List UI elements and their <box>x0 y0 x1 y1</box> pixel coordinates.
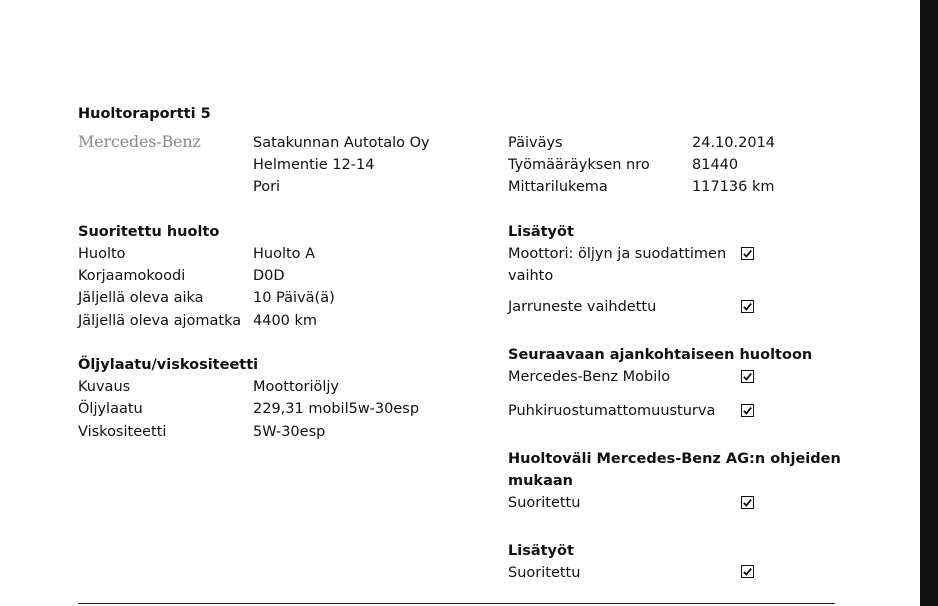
next-service-item-label: Mercedes-Benz Mobilo <box>508 369 671 385</box>
checkbox-checked-icon[interactable] <box>741 300 754 313</box>
service-label: Jäljellä oleva ajomatka <box>78 313 242 329</box>
meta-label-odometer: Mittarilukema <box>508 179 608 195</box>
interval-item-label: Suoritettu <box>508 495 581 511</box>
meta-value-date: 24.10.2014 <box>692 135 776 151</box>
mercedes-benz-logo: Mercedes-Benz <box>78 132 201 151</box>
extra-work2-heading: Lisätyöt <box>508 543 574 559</box>
oil-label: Kuvaus <box>78 379 131 395</box>
checkbox-checked-icon[interactable] <box>741 370 754 383</box>
dealer-street: Helmentie 12-14 <box>253 157 375 173</box>
oil-label: Öljylaatu <box>78 401 143 417</box>
interval-heading-cont: mukaan <box>508 473 573 489</box>
page-edge-bar <box>920 0 938 606</box>
checkbox-checked-icon[interactable] <box>741 404 754 417</box>
service-value: Huolto A <box>253 246 316 262</box>
meta-label-workorder: Työmääräyksen nro <box>508 157 650 173</box>
meta-value-odometer: 117136 km <box>692 179 775 195</box>
meta-label-date: Päiväys <box>508 135 563 151</box>
extra-work-item-label: Moottori: öljyn ja suodattimen <box>508 246 727 262</box>
service-heading: Suoritettu huolto <box>78 224 220 240</box>
interval-heading: Huoltoväli Mercedes-Benz AG:n ohjeiden <box>508 451 841 467</box>
extra-work-item-label: Jarruneste vaihdettu <box>508 299 657 315</box>
checkbox-checked-icon[interactable] <box>741 496 754 509</box>
meta-value-workorder: 81440 <box>692 157 739 173</box>
report-title: Huoltoraportti 5 <box>78 106 211 122</box>
oil-value: Moottoriöljy <box>253 379 339 395</box>
extra-work-heading: Lisätyöt <box>508 224 574 240</box>
extra-work2-item-label: Suoritettu <box>508 565 581 581</box>
service-value: 10 Päivä(ä) <box>253 290 335 306</box>
oil-value: 229,31 mobil5w-30esp <box>253 401 420 417</box>
oil-heading: Öljylaatu/viskositeetti <box>78 357 259 373</box>
service-label: Jäljellä oleva aika <box>78 290 204 306</box>
checkbox-checked-icon[interactable] <box>741 565 754 578</box>
bottom-divider <box>78 603 835 604</box>
service-value: D0D <box>253 268 285 284</box>
next-service-item-label: Puhkiruostumattomuusturva <box>508 403 716 419</box>
dealer-city: Pori <box>253 179 281 195</box>
service-value: 4400 km <box>253 313 318 329</box>
oil-label: Viskositeetti <box>78 424 167 440</box>
checkbox-checked-icon[interactable] <box>741 247 754 260</box>
extra-work-item-label: vaihto <box>508 268 554 284</box>
dealer-name: Satakunnan Autotalo Oy <box>253 135 430 151</box>
oil-value: 5W-30esp <box>253 424 326 440</box>
service-label: Korjaamokoodi <box>78 268 186 284</box>
service-label: Huolto <box>78 246 126 262</box>
next-service-heading: Seuraavaan ajankohtaiseen huoltoon <box>508 347 813 363</box>
